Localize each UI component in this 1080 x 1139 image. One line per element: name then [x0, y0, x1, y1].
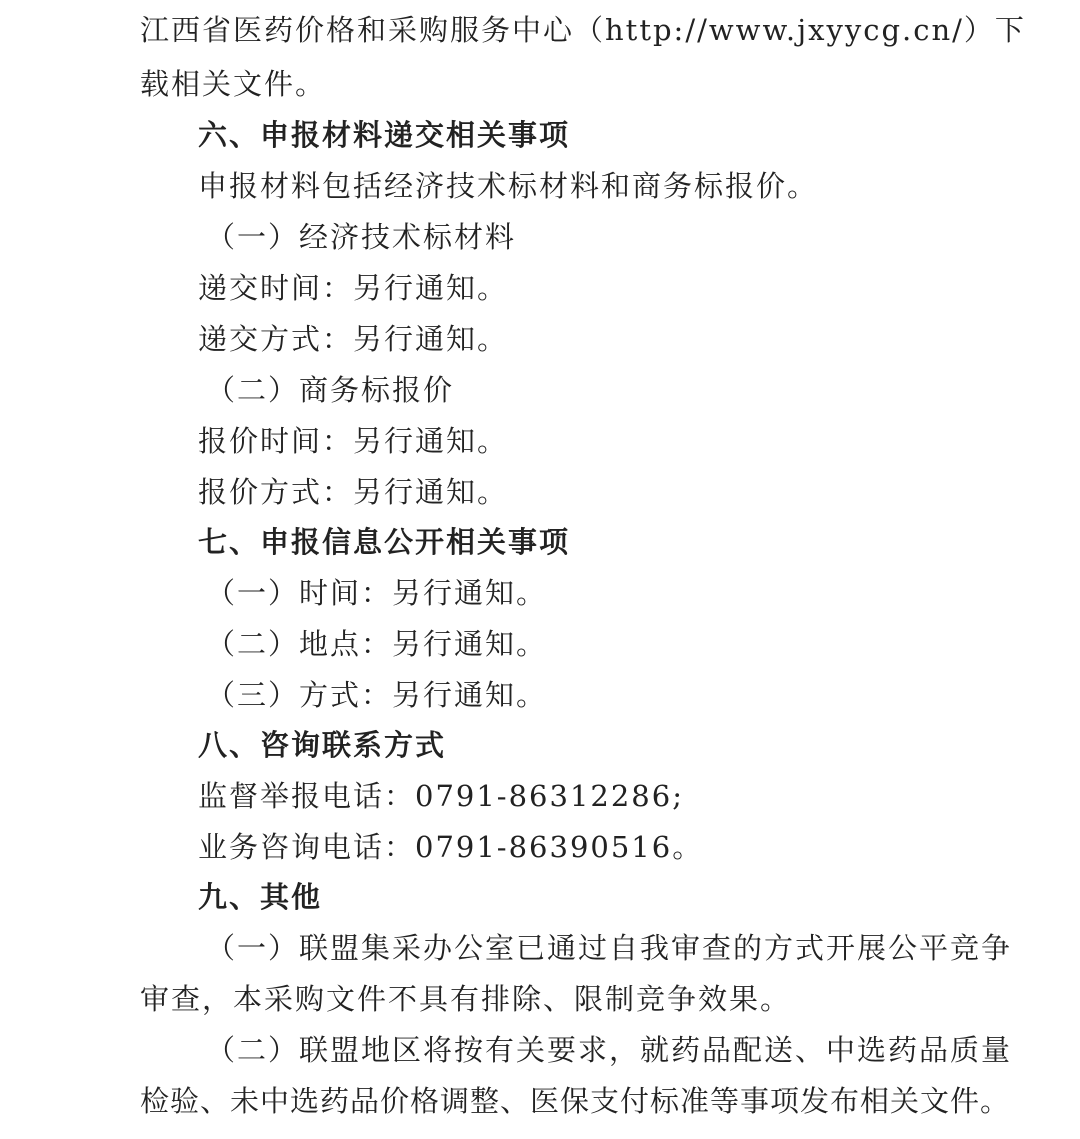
- intro-paragraph-line-2: 载相关文件。: [140, 67, 327, 101]
- section-7-item-2: （二）地点：另行通知。: [206, 627, 548, 661]
- business-phone: 业务咨询电话：0791-86390516。: [198, 830, 704, 864]
- section-6-heading: 六、申报材料递交相关事项: [198, 118, 571, 152]
- section-6-sub-2-method: 报价方式：另行通知。: [198, 475, 509, 509]
- section-6-sub-1-time: 递交时间：另行通知。: [198, 271, 509, 305]
- supervision-phone: 监督举报电话：0791-86312286;: [198, 779, 684, 813]
- section-7-item-3: （三）方式：另行通知。: [206, 678, 548, 712]
- section-9-para-2-line-1: （二）联盟地区将按有关要求，就药品配送、中选药品质量: [206, 1033, 1013, 1067]
- intro-paragraph-line-1: 江西省医药价格和采购服务中心（http://www.jxyycg.cn/）下: [140, 13, 1026, 47]
- section-9-heading: 九、其他: [198, 880, 323, 914]
- section-6-sub-2-time: 报价时间：另行通知。: [198, 424, 509, 458]
- section-9-para-2-line-2: 检验、未中选药品价格调整、医保支付标准等事项发布相关文件。: [140, 1084, 1011, 1118]
- section-9-para-1-line-1: （一）联盟集采办公室已通过自我审查的方式开展公平竞争: [206, 931, 1013, 965]
- section-7-heading: 七、申报信息公开相关事项: [198, 525, 571, 559]
- section-6-sub-2-heading: （二）商务标报价: [206, 373, 455, 407]
- section-8-heading: 八、咨询联系方式: [198, 728, 447, 762]
- section-9-para-1-line-2: 审查，本采购文件不具有排除、限制竞争效果。: [140, 982, 792, 1016]
- section-7-item-1: （一）时间：另行通知。: [206, 576, 548, 610]
- section-6-sub-1-method: 递交方式：另行通知。: [198, 322, 509, 356]
- section-6-intro: 申报材料包括经济技术标材料和商务标报价。: [198, 169, 819, 203]
- section-6-sub-1-heading: （一）经济技术标材料: [206, 220, 517, 254]
